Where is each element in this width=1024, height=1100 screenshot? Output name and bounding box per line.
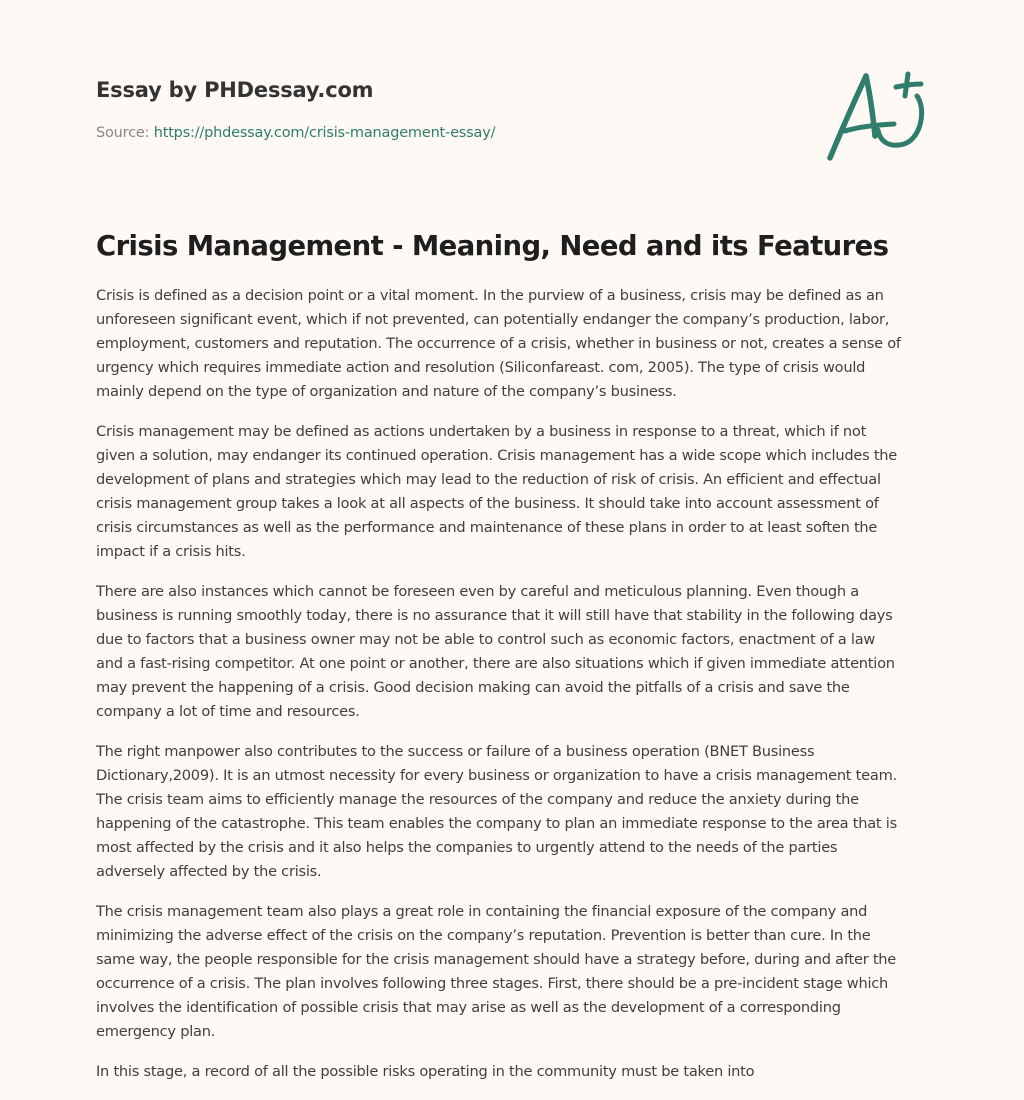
paragraph-line: occurrence of a crisis. The plan involves following three stages. First, there should be a pre-incident stage which — [96, 975, 889, 992]
paragraph-line: Dictionary,2009). It is an utmost necessity for every business or organization to have a crisis management team. — [96, 767, 897, 784]
paragraph-line: may prevent the happening of a crisis. Good decision making can avoid the pitfalls of a crisis and save the — [96, 679, 850, 696]
paragraph-line: Crisis is defined as a decision point or a vital moment. In the purview of a business, crisis may be defined as an — [96, 287, 884, 304]
paragraph-line: minimizing the adverse effect of the crisis on the company’s reputation. Prevention is better than cure. In the — [96, 927, 871, 944]
paragraph — [96, 580, 932, 724]
paragraph-line: most affected by the crisis and it also helps the companies to urgently attend to the needs of the parties — [96, 839, 838, 856]
a-plus-grade-icon — [822, 68, 928, 164]
paragraph-line: crisis management group takes a look at all aspects of the business. It should take into account assessment of — [96, 495, 879, 512]
paragraph-line: business is running smoothly today, there is no assurance that it will still have that stability in the following days — [96, 607, 893, 624]
essay-header — [96, 74, 796, 144]
paragraph — [96, 900, 932, 1044]
paragraph-line: given a solution, may endanger its continued operation. Crisis management has a wide scope which includes the — [96, 447, 898, 464]
paragraph-line: happening of the catastrophe. This team enables the company to plan an immediate response to the area that is — [96, 815, 897, 832]
paragraph-line: crisis circumstances as well as the performance and maintenance of these plans in order to at least soften the — [96, 519, 878, 536]
site-title: Essay by PHDessay.com — [96, 78, 374, 102]
paragraph-line: due to factors that a business owner may not be able to control such as economic factors, enactment of a law — [96, 631, 876, 648]
paragraph — [96, 740, 932, 884]
paragraph-line: Crisis management may be defined as actions undertaken by a business in response to a threat, which if not — [96, 423, 867, 440]
paragraph-line: mainly depend on the type of organization and nature of the company’s business. — [96, 383, 677, 400]
paragraph-line: impact if a crisis hits. — [96, 543, 246, 560]
paragraph — [96, 420, 932, 564]
paragraph-line: and a fast-rising competitor. At one point or another, there are also situations which if given immediate attention — [96, 655, 895, 672]
paragraph-line: emergency plan. — [96, 1023, 216, 1040]
essay-title: Crisis Management - Meaning, Need and its Features — [96, 230, 889, 262]
paragraph-line: adversely affected by the crisis. — [96, 863, 322, 880]
paragraph-line: development of plans and strategies which may lead to the reduction of risk of crisis. An efficient and effectual — [96, 471, 881, 488]
paragraph-line: employment, customers and reputation. The occurrence of a crisis, whether in business or not, creates a sense of — [96, 335, 901, 352]
paragraph-line: involves the identification of possible crisis that may arise as well as the development of a corresponding — [96, 999, 841, 1016]
paragraph-line: The crisis management team also plays a great role in containing the financial exposure of the company and — [96, 903, 868, 920]
paragraph — [96, 284, 932, 404]
essay-body — [96, 284, 932, 1100]
paragraph-line: There are also instances which cannot be foreseen even by careful and meticulous planning. Even though a — [96, 583, 859, 600]
paragraph-line: unforeseen significant event, which if not prevented, can potentially endanger the company’s production, labor, — [96, 311, 890, 328]
paragraph-line: The right manpower also contributes to the success or failure of a business operation (BNET Business — [96, 743, 815, 760]
paragraph — [96, 1060, 932, 1084]
paragraph-line: The crisis team aims to efficiently manage the resources of the company and reduce the anxiety during the — [96, 791, 859, 808]
paragraph-line: In this stage, a record of all the possible risks operating in the community must be taken into — [96, 1063, 755, 1080]
paragraph-line: same way, the people responsible for the crisis management should have a strategy before, during and after the — [96, 951, 897, 968]
paragraph-line: company a lot of time and resources. — [96, 703, 360, 720]
source-line — [96, 122, 796, 144]
source-label: Source: — [96, 125, 150, 141]
paragraph-line: urgency which requires immediate action and resolution (Siliconfareast. com, 2005). The type of crisis would — [96, 359, 866, 376]
source-link[interactable]: https://phdessay.com/crisis-management-essay/ — [153, 125, 496, 141]
